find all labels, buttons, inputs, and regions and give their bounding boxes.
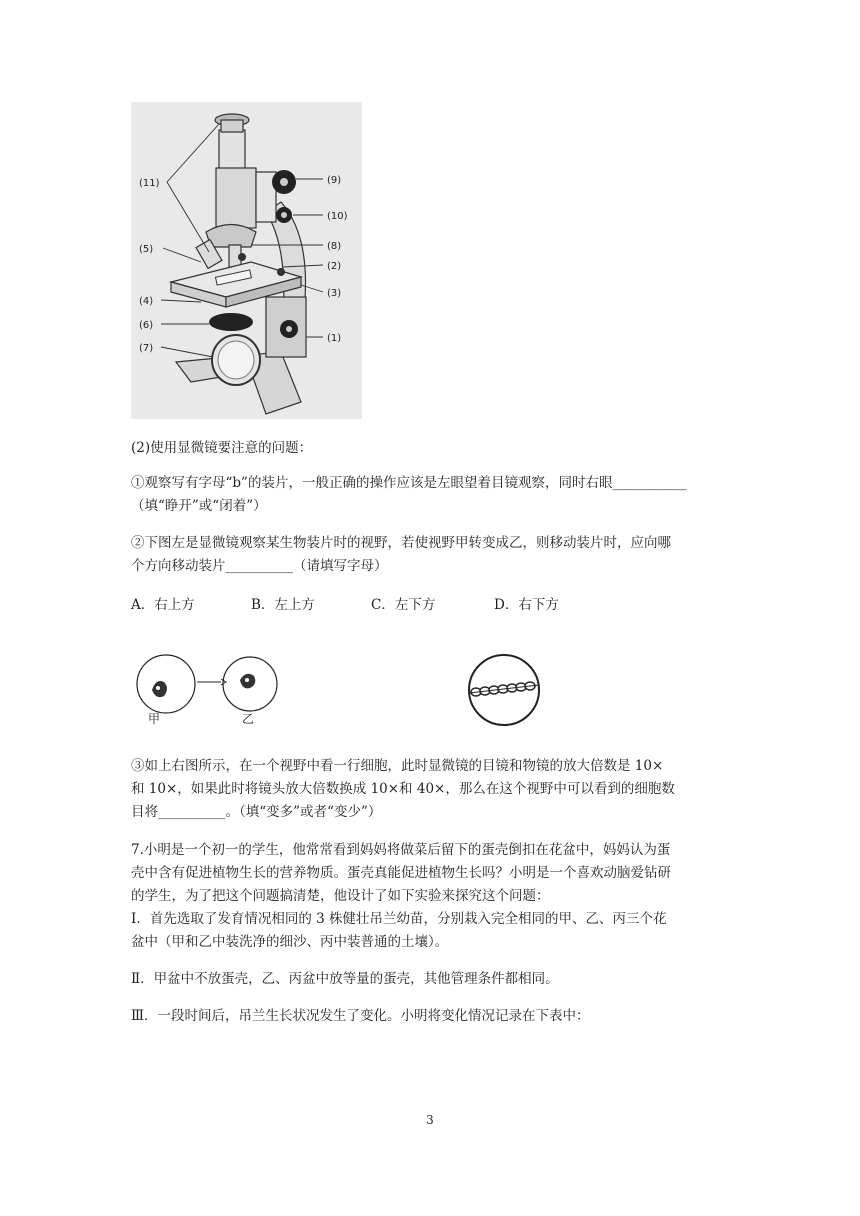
- q2-item3-line2: 和 10×，如果此时将镜头放大倍数换成 10×和 40×，那么在这个视野中可以看到的细胞数: [131, 781, 675, 797]
- microscope-diagram: [131, 102, 362, 419]
- label-1: (1): [327, 333, 342, 344]
- microscope-figure: [131, 102, 362, 419]
- q2-heading: (2)使用显微镜要注意的问题：: [131, 440, 313, 456]
- q7-line1: 7.小明是一个初一的学生，他常常看到妈妈将做菜后留下的蛋壳倒扣在花盆中，妈妈认为蛋: [131, 842, 671, 858]
- label-5: (5): [139, 244, 154, 255]
- option-b: B．左上方: [251, 597, 315, 613]
- label-10: (10): [327, 211, 348, 222]
- q7-line3: 的学生，为了把这个问题搞清楚，他设计了如下实验来探究这个问题：: [131, 888, 550, 904]
- label-yi: 乙: [242, 712, 255, 726]
- page-number: 3: [426, 1113, 434, 1127]
- q2-item1-line1: ①观察写有字母“b”的装片，一般正确的操作应该是左眼望着目镜观察，同时右眼___________: [131, 475, 687, 491]
- option-d: D．右下方: [494, 597, 559, 613]
- option-c: C．左下方: [371, 597, 436, 613]
- label-7: (7): [139, 343, 154, 354]
- q7-line2: 壳中含有促进植物生长的营养物质。蛋壳真能促进植物生长吗？小明是一个喜欢动脑爱钻研: [131, 865, 671, 881]
- q7-step1-line2: 盆中（甲和乙中装洗净的细沙、丙中装普通的土壤）。: [131, 934, 449, 950]
- label-4: (4): [139, 296, 154, 307]
- label-jia: 甲: [148, 712, 161, 726]
- label-6: (6): [139, 320, 154, 331]
- q2-item1-line2: （填“睁开”或“闭着”）: [131, 498, 267, 514]
- q2-item2-line2: 个方向移动装片__________（请填写字母）: [131, 558, 388, 574]
- option-a: A．右上方: [131, 597, 195, 613]
- q7-step2: Ⅱ．甲盆中不放蛋壳，乙、丙盆中放等量的蛋壳，其他管理条件都相同。: [131, 971, 559, 987]
- label-3: (3): [327, 288, 342, 299]
- label-2: (2): [327, 261, 342, 272]
- q7-step3: Ⅲ．一段时间后，吊兰生长状况发生了变化。小明将变化情况记录在下表中：: [131, 1008, 590, 1024]
- q2-item3-line1: ③如上右图所示，在一个视野中看一行细胞，此时显微镜的目镜和物镜的放大倍数是 10×: [131, 758, 664, 774]
- q2-item2-line1: ②下图左是显微镜观察某生物装片时的视野，若使视野甲转变成乙，则移动装片时，应向哪: [131, 535, 671, 551]
- q7-step1-line1: I．首先选取了发育情况相同的 3 株健壮吊兰幼苗，分别栽入完全相同的甲、乙、丙三个花: [131, 911, 667, 927]
- label-9: (9): [327, 175, 342, 186]
- label-11: (11): [139, 178, 160, 189]
- label-8: (8): [327, 241, 342, 252]
- field-of-view-cell-row: [464, 648, 554, 738]
- q2-item3-line3: 目将__________。（填“变多”或者“变少”）: [131, 804, 382, 820]
